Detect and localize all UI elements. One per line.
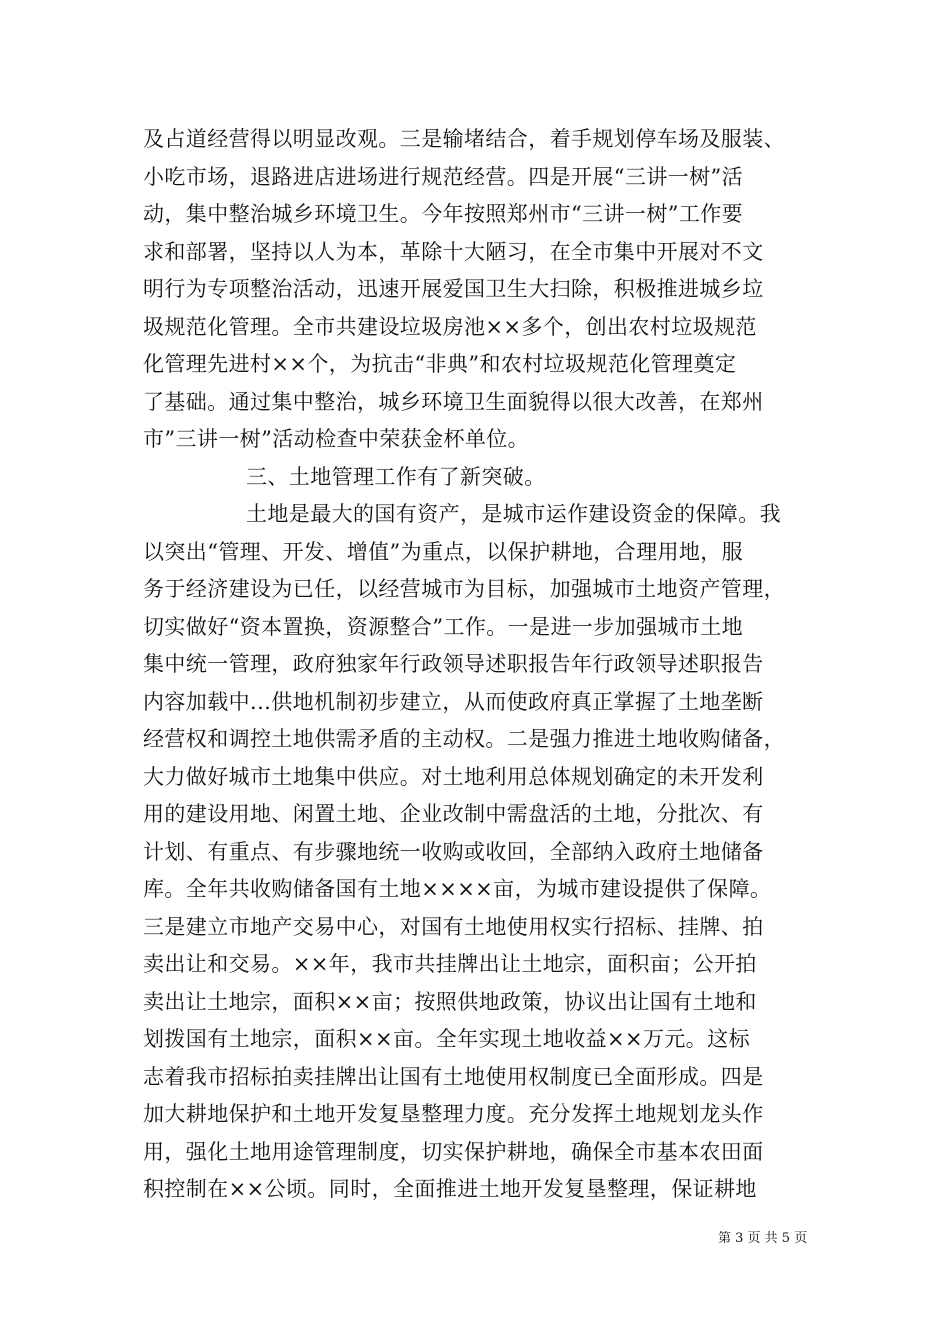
text-line: 内容加载中...供地机制初步建立，从而使政府真正掌握了土地垄断 [143,689,764,714]
text-line: 市”三讲一树”活动检查中荣获金杯单位。 [143,427,530,451]
text-line: 务于经济建设为已任，以经营城市为目标，加强城市土地资产管理， [143,577,785,601]
text-line: 库。全年共收购储备国有土地××××亩，为城市建设提供了保障。 [143,877,772,901]
text-line: 圾规范化管理。全市共建设垃圾房池××多个，创出农村垃圾规范 [143,314,757,339]
text-line: 集中统一管理，政府独家年行政领导述职报告年行政领导述职报告 [143,652,764,676]
text-line: 经营权和调控土地供需矛盾的主动权。二是强力推进土地收购储备， [143,727,785,751]
text-line: 求和部署，坚持以人为本，革除十大陋习，在全市集中开展对不文 [143,239,764,264]
text-line: 计划、有重点、有步骤地统一收购或收回，全部纳入政府土地储备 [143,839,764,864]
text-line: 以突出“管理、开发、增值”为重点，以保护耕地，合理用地，服 [143,539,744,564]
text-line: 切实做好“资本置换，资源整合”工作。一是进一步加强城市土地 [143,614,744,639]
text-line: 及占道经营得以明显改观。三是输堵结合，着手规划停车场及服装、 [143,127,785,151]
section-heading: 三、土地管理工作有了新突破。 [246,464,546,489]
text-line: 志着我市招标拍卖挂牌出让国有土地使用权制度已全面形成。四是 [143,1064,764,1089]
text-line: 化管理先进村××个，为抗击“非典”和农村垃圾规范化管理奠定 [143,352,737,376]
text-line: 卖出让土地宗，面积××亩；按照供地政策，协议出让国有土地和 [143,989,757,1014]
text-line: 用的建设用地、闲置土地、企业改制中需盘活的土地，分批次、有 [143,802,764,826]
text-line: 大力做好城市土地集中供应。对土地利用总体规划确定的未开发利 [143,764,764,789]
page-number-footer: 第 3 页 共 5 页 [718,1231,808,1246]
text-line: 积控制在××公顷。同时，全面推进土地开发复垦整理，保证耕地 [143,1177,757,1201]
text-line: 三是建立市地产交易中心，对国有土地使用权实行招标、挂牌、拍 [143,914,764,939]
text-line: 明行为专项整治活动，迅速开展爱国卫生大扫除，积极推进城乡垃 [143,277,764,301]
body-text [143,121,808,1209]
text-line: 动，集中整治城乡环境卫生。今年按照郑州市“三讲一树”工作要 [143,202,744,226]
text-line: 小吃市场，退路进店进场进行规范经营。四是开展“三讲一树”活 [143,164,744,189]
paragraph-first-line: 土地是最大的国有资产，是城市运作建设资金的保障。我 [246,502,781,526]
text-line: 加大耕地保护和土地开发复垦整理力度。充分发挥土地规划龙头作 [143,1102,764,1126]
text-line: 卖出让和交易。××年，我市共挂牌出让土地宗，面积亩；公开拍 [143,952,757,976]
text-line: 划拨国有土地宗，面积××亩。全年实现土地收益××万元。这标 [143,1027,750,1051]
text-line: 了基础。通过集中整治，城乡环境卫生面貌得以很大改善，在郑州 [143,389,764,414]
text-line: 用，强化土地用途管理制度，切实保护耕地，确保全市基本农田面 [143,1139,764,1164]
